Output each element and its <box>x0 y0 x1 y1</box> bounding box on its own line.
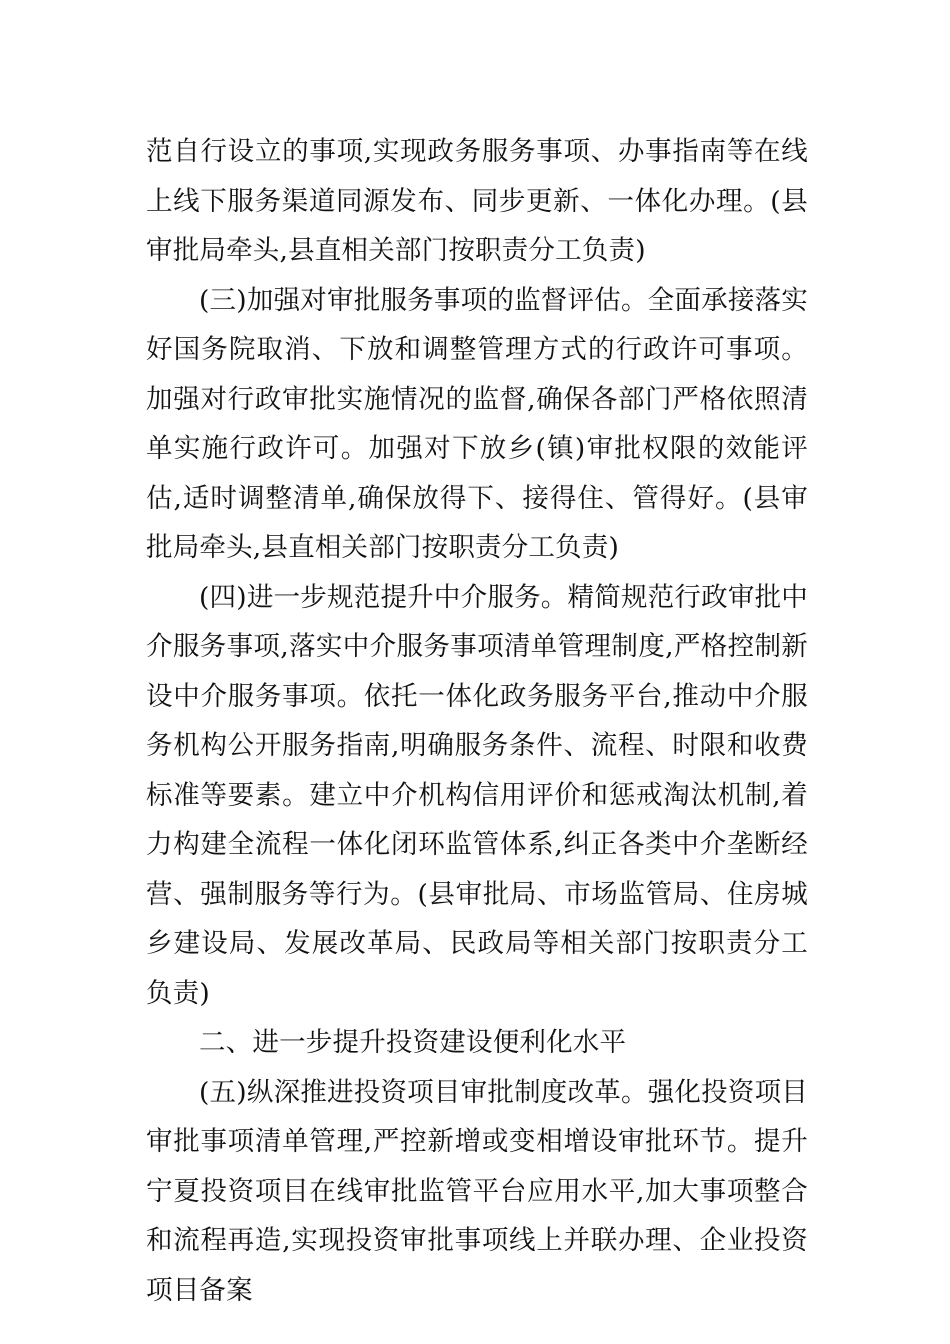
paragraph-section-3: (三)加强对审批服务事项的监督评估。全面承接落实好国务院取消、下放和调整管理方式的行政许可事项。加强对行政审批实施情况的监督,确保各部门严格依照清单实施行政许可。加强对下放乡(镇)审批权限的效能评估,适时调整清单,确保放得下、接得住、管得好。(县审批局牵头,县直相关部门按职责分工负责) <box>146 284 808 563</box>
paragraph-section-4: (四)进一步规范提升中介服务。精简规范行政审批中介服务事项,落实中介服务事项清单管理制度,严格控制新设中介服务事项。依托一体化政务服务平台,推动中介服务机构公开服务指南,明确服务条件、流程、时限和收费标准等要素。建立中介机构信用评价和惩戒淘汰机制,着力构建全流程一体化闭环监管体系,纠正各类中介垄断经营、强制服务等行为。(县审批局、市场监管局、住房城乡建设局、发展改革局、民政局等相关部门按职责分工负责) <box>146 581 808 1009</box>
paragraph-continuation: 范自行设立的事项,实现政务服务事项、办事指南等在线上线下服务渠道同源发布、同步更新、一体化办理。(县审批局牵头,县直相关部门按职责分工负责) <box>146 136 808 266</box>
paragraph-section-5: (五)纵深推进投资项目审批制度改革。强化投资项目审批事项清单管理,严控新增或变相增设审批环节。提升宁夏投资项目在线审批监管平台应用水平,加大事项整合和流程再造,实现投资审批事项线上并联办理、企业投资项目备案 <box>146 1076 808 1306</box>
document-body <box>146 127 808 1315</box>
heading-section-2: 二、进一步提升投资建设便利化水平 <box>199 1027 627 1058</box>
